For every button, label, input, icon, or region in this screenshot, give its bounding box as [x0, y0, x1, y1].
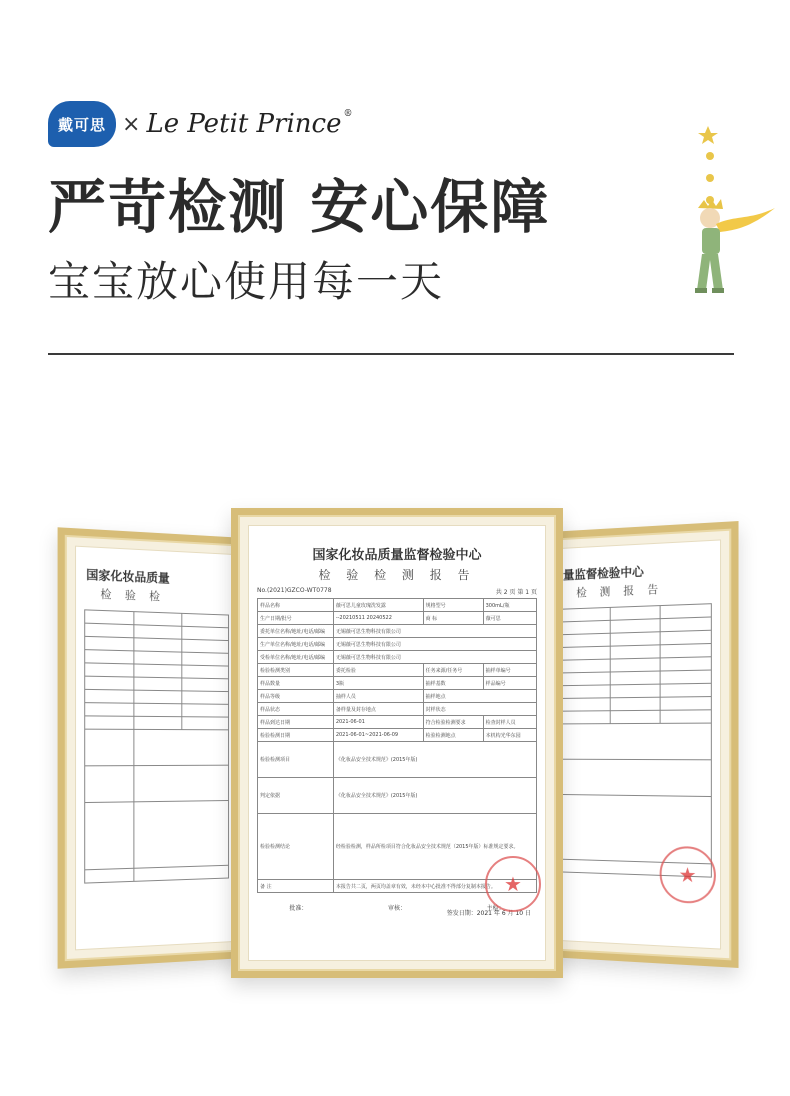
cert-cell: 委托单位名称/地址/电话/邮编: [258, 625, 334, 638]
cert-row: [258, 599, 537, 612]
registered-mark: ®: [343, 109, 353, 119]
cert-org: 国家化妆品质量监督检验中心: [312, 548, 482, 563]
cert-cell: 检验检测日期: [258, 729, 334, 742]
cert-cell: 300mL/瓶: [483, 599, 536, 612]
cert-row: [258, 625, 537, 638]
cert-cell: 样品等级: [258, 690, 334, 703]
star-icon: [698, 126, 718, 144]
cert-cell: 样品数量: [258, 677, 334, 690]
left-doc-title: 检 验 检: [100, 587, 165, 604]
cert-cell: 委托检验: [333, 664, 423, 677]
cert-row: [258, 664, 537, 677]
cert-cell: 生产日期/批号: [258, 612, 334, 625]
certificate-frame-right: [537, 521, 739, 968]
cert-row: [258, 638, 537, 651]
cert-cell: 2021-06-01: [333, 716, 423, 729]
cert-cell: 样品状态: [258, 703, 334, 716]
cert-cell: 无锡薇可思生物科技有限公司: [333, 651, 536, 664]
cert-cell: 检验检测类别: [258, 664, 334, 677]
right-doc-table: [561, 603, 712, 877]
cert-cell: 检验检测结论: [258, 814, 334, 880]
cert-cell: 规格型号: [423, 599, 483, 612]
cert-cell: 抽样基数: [423, 677, 483, 690]
cert-row: [258, 716, 537, 729]
cert-row: [258, 742, 537, 778]
cert-cell: 本报告共二页，两页均盖章有效，未经本中心批准不得部分复制本报告。: [333, 880, 536, 893]
cert-cell: 无锡薇可思生物科技有限公司: [333, 625, 536, 638]
cert-cell: --20210511 20240522: [333, 612, 423, 625]
cert-row: [258, 703, 537, 716]
cert-cell: 判定依据: [258, 778, 334, 814]
partner-name: Le Petit Prince: [146, 109, 342, 139]
official-seal-center: ★: [485, 856, 541, 912]
cert-cell: 任务来源/任务号: [423, 664, 483, 677]
divider: [48, 353, 734, 355]
cert-cell: 样品到达日期: [258, 716, 334, 729]
cert-row: [258, 612, 537, 625]
cert-cell: 抽样单编号: [483, 664, 536, 677]
reviewer-label: 审核：: [387, 905, 406, 912]
cert-meta: [249, 583, 545, 598]
cert-cell: 备 注: [258, 880, 334, 893]
brand-logo: [48, 100, 352, 148]
cert-cell: 样品编号: [483, 677, 536, 690]
cert-number: No.(2021)GZCO-WT0778: [257, 587, 332, 594]
cert-cell: 薇可思: [483, 612, 536, 625]
cert-cell: 《化妆品安全技术规范》(2015年版): [333, 742, 536, 778]
cert-cell: 样品名称: [258, 599, 334, 612]
brand-badge: 戴可思: [48, 101, 116, 147]
cert-cell: 检验检测地点: [423, 729, 483, 742]
cert-row: [258, 778, 537, 814]
cert-row: [258, 690, 537, 703]
cert-cell: 抽样人员: [333, 690, 423, 703]
official-seal-right: ★: [660, 846, 716, 905]
cert-cell: 本机构光华东园: [483, 729, 536, 742]
right-doc-title: 检 测 报 告: [576, 582, 664, 600]
cert-cell: 抽样地点: [423, 690, 536, 703]
cert-cell: 无锡薇可思生物科技有限公司: [333, 638, 536, 651]
cert-cell: 3瓶: [333, 677, 423, 690]
cert-title: 检 验 检 测 报 告: [318, 568, 476, 582]
cert-cell: 薇可思儿童玫瑰洗发露: [333, 599, 423, 612]
cert-row: [258, 651, 537, 664]
certificate-paper-right: [553, 539, 721, 949]
cert-cell: 2021-06-01~2021-06-09: [333, 729, 423, 742]
cert-cell: 《化妆品安全技术规范》(2015年版): [333, 778, 536, 814]
cert-cell: 商 标: [423, 612, 483, 625]
cert-row: [258, 677, 537, 690]
partner-logo: [146, 109, 352, 139]
cert-cell: 备样量及封存地点: [333, 703, 423, 716]
cert-cell: 检查封样人员: [483, 716, 536, 729]
cert-cell: 受检单位名称/地址/电话/邮编: [258, 651, 334, 664]
approver-label: 批准：: [289, 905, 308, 912]
cert-issue-date: 签发日期：2021 年 6 月 10 日: [446, 910, 531, 917]
certificate-paper-left: [75, 546, 237, 951]
cert-cell: 符合检验检测要求: [423, 716, 483, 729]
certificate-frame-center: [231, 508, 563, 978]
little-prince-illustration: [690, 120, 780, 295]
cert-cell: 经检验检测，样品所检项目符合化妆品安全技术规范（2015年版）标准规定要求。: [333, 814, 536, 880]
right-doc-org: 量监督检验中心: [563, 564, 644, 583]
certificate-frame-left: [58, 527, 254, 968]
cert-cell: 生产单位名称/地址/电话/邮编: [258, 638, 334, 651]
tester-label: 主检：: [486, 905, 505, 912]
cert-row: [258, 729, 537, 742]
cert-cell: 封样状态: [423, 703, 536, 716]
cert-table: [257, 598, 537, 893]
left-doc-table: [84, 609, 229, 883]
certificate-paper-center: [248, 525, 546, 961]
cert-pages: 共 2 页 第 1 页: [495, 589, 537, 596]
cert-cell: 检验检测项目: [258, 742, 334, 778]
collab-times-sign: ×: [122, 111, 141, 137]
headline-main: 严苛检测 安心保障: [48, 173, 551, 241]
headline-sub: 宝宝放心使用每一天: [48, 257, 445, 306]
left-doc-org: 国家化妆品质量: [86, 567, 170, 586]
